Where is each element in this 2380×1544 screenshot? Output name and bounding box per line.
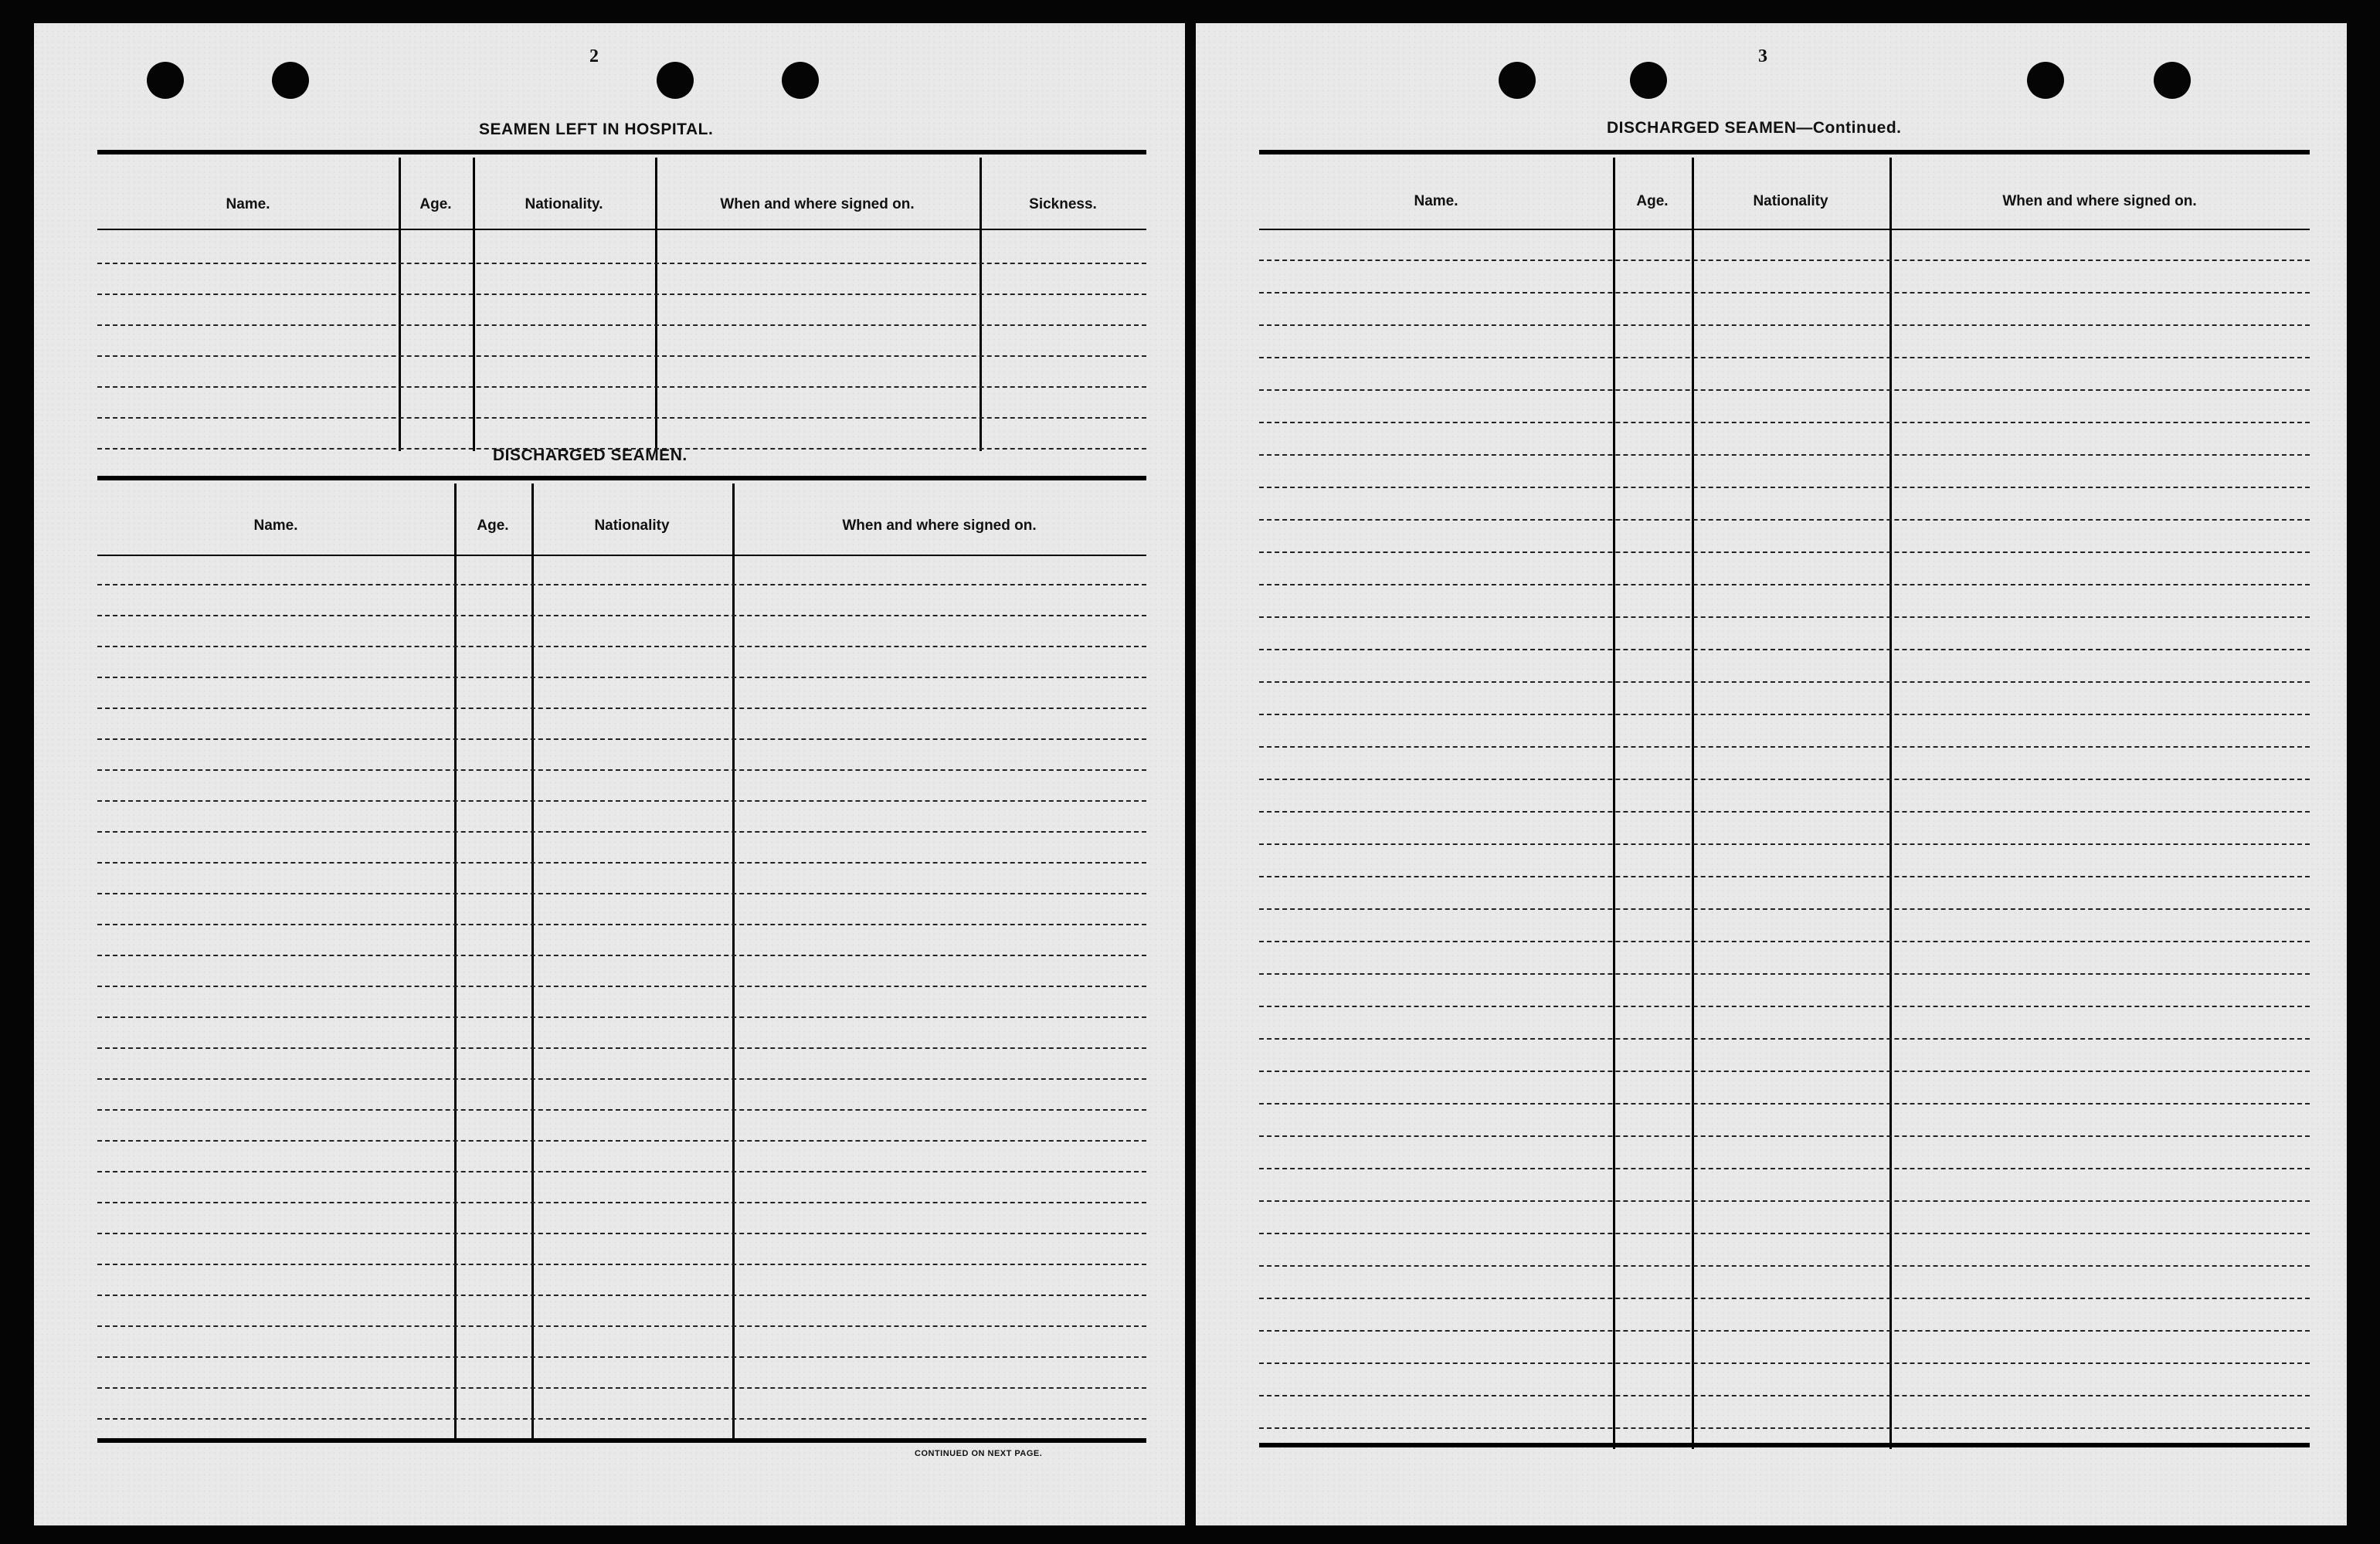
column-header-nationality: Nationality. <box>525 196 603 212</box>
table-row <box>1259 551 2310 553</box>
table-row <box>97 355 1146 357</box>
page-number: 2 <box>589 46 599 66</box>
table-row <box>1259 1233 2310 1234</box>
table-row <box>1259 1006 2310 1007</box>
table-row <box>1259 389 2310 391</box>
punch-hole <box>147 62 184 99</box>
table-row <box>1259 260 2310 261</box>
table-row <box>97 769 1146 771</box>
column-header-name: Name. <box>1414 193 1458 209</box>
table-row <box>97 986 1146 987</box>
column-header-age: Age. <box>1636 193 1669 209</box>
table-row <box>1259 487 2310 488</box>
table-row <box>97 615 1146 616</box>
table-row <box>1259 973 2310 975</box>
table-row <box>97 1295 1146 1296</box>
punch-hole <box>1630 62 1667 99</box>
table-row <box>97 386 1146 388</box>
table-row <box>97 324 1146 326</box>
table-row <box>97 893 1146 894</box>
table-row <box>97 1356 1146 1358</box>
column-header-name: Name. <box>253 517 298 534</box>
table-row <box>1259 584 2310 585</box>
punch-hole <box>2154 62 2191 99</box>
column-divider <box>1889 158 1892 1449</box>
section-rule <box>97 150 1146 154</box>
table-row <box>1259 843 2310 845</box>
header-underline <box>1259 229 2310 230</box>
left-page <box>34 23 1185 1525</box>
hospital-table <box>97 158 1146 467</box>
table-row <box>1259 616 2310 618</box>
column-divider <box>980 158 982 451</box>
table-row <box>97 831 1146 833</box>
column-header-signed-on: When and where signed on. <box>842 517 1037 534</box>
header-underline <box>97 555 1146 556</box>
table-row <box>1259 681 2310 683</box>
table-row <box>97 862 1146 864</box>
table-row <box>97 955 1146 956</box>
punch-hole <box>782 62 819 99</box>
table-row <box>1259 1265 2310 1267</box>
right-page <box>1196 23 2347 1525</box>
table-row <box>97 1016 1146 1018</box>
table-row <box>1259 1200 2310 1202</box>
table-row <box>97 1264 1146 1265</box>
table-row <box>97 1418 1146 1420</box>
table-row <box>1259 324 2310 326</box>
punch-hole <box>1499 62 1536 99</box>
table-row <box>1259 422 2310 423</box>
table-row <box>1259 519 2310 521</box>
column-divider <box>1692 158 1694 1449</box>
table-row <box>97 677 1146 678</box>
column-header-name: Name. <box>226 196 270 212</box>
table-row <box>97 1325 1146 1327</box>
table-row <box>1259 1168 2310 1169</box>
table-row <box>1259 1362 2310 1364</box>
table-row <box>1259 1103 2310 1105</box>
column-header-nationality: Nationality <box>594 517 670 534</box>
table-row <box>97 800 1146 802</box>
punch-hole <box>657 62 694 99</box>
column-divider <box>1613 158 1615 1449</box>
column-divider <box>655 158 657 451</box>
column-header-age: Age. <box>419 196 452 212</box>
table-row <box>1259 649 2310 650</box>
hospital-section-title: SEAMEN LEFT IN HOSPITAL. <box>479 120 714 138</box>
table-row <box>97 1387 1146 1389</box>
table-row <box>97 584 1146 585</box>
column-header-age: Age. <box>477 517 509 534</box>
table-row <box>97 924 1146 925</box>
table-row <box>1259 876 2310 877</box>
table-row <box>1259 292 2310 294</box>
discharged-continued-table <box>1259 158 2310 1455</box>
column-divider <box>473 158 475 451</box>
section-rule <box>97 1438 1146 1443</box>
table-row <box>1259 1298 2310 1299</box>
table-row <box>97 263 1146 264</box>
table-row <box>97 1233 1146 1234</box>
table-row <box>1259 779 2310 780</box>
table-row <box>97 1047 1146 1049</box>
header-underline <box>97 229 1146 230</box>
table-row <box>1259 357 2310 358</box>
table-row <box>1259 1330 2310 1332</box>
column-header-sickness: Sickness. <box>1029 196 1097 212</box>
table-row <box>1259 454 2310 456</box>
column-divider <box>399 158 401 451</box>
section-rule <box>97 476 1146 480</box>
table-row <box>97 294 1146 295</box>
table-row <box>97 738 1146 740</box>
table-row <box>1259 1071 2310 1072</box>
column-header-nationality: Nationality <box>1753 193 1828 209</box>
punch-hole <box>272 62 309 99</box>
table-row <box>97 708 1146 709</box>
table-row <box>1259 941 2310 942</box>
section-rule <box>1259 1443 2310 1447</box>
table-row <box>1259 746 2310 748</box>
table-row <box>1259 1427 2310 1429</box>
table-row <box>1259 714 2310 715</box>
discharged-continued-section-title: DISCHARGED SEAMEN—Continued. <box>1607 119 1902 137</box>
continued-note: CONTINUED ON NEXT PAGE. <box>915 1449 1043 1458</box>
table-row <box>97 1202 1146 1203</box>
table-row <box>1259 1395 2310 1396</box>
table-row <box>1259 811 2310 813</box>
discharged-table <box>97 484 1146 1457</box>
table-row <box>97 646 1146 647</box>
table-row <box>97 1140 1146 1142</box>
table-row <box>97 1078 1146 1080</box>
column-header-signed-on: When and where signed on. <box>2002 193 2197 209</box>
discharged-section-title: DISCHARGED SEAMEN. <box>493 446 688 464</box>
table-row <box>1259 908 2310 910</box>
table-row <box>97 417 1146 419</box>
table-row <box>1259 1038 2310 1040</box>
table-row <box>1259 1135 2310 1137</box>
column-header-signed-on: When and where signed on. <box>720 196 915 212</box>
table-row <box>97 1171 1146 1172</box>
table-row <box>97 1109 1146 1111</box>
section-rule <box>1259 150 2310 154</box>
punch-hole <box>2027 62 2064 99</box>
page-number: 3 <box>1758 46 1767 66</box>
